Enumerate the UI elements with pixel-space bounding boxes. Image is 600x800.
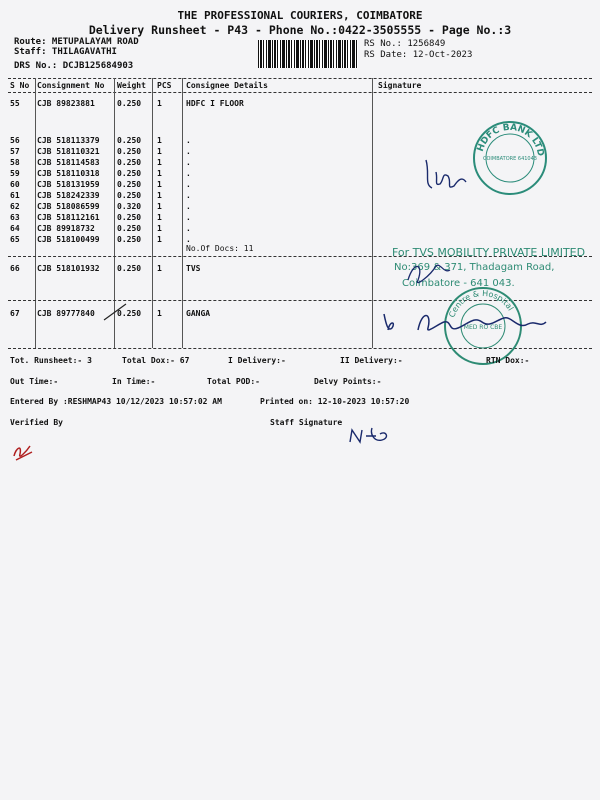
row-pcs: 1 xyxy=(157,213,162,222)
row-weight: 0.250 xyxy=(117,180,142,189)
header-sno: S No xyxy=(10,81,30,90)
row-details: . xyxy=(186,191,191,200)
row-weight: 0.250 xyxy=(117,213,142,222)
table-row xyxy=(0,224,600,235)
barcode xyxy=(258,40,358,68)
row-consignment: CJB 518242339 xyxy=(37,191,100,200)
rs-number: RS No.: 1256849 xyxy=(364,39,446,49)
row-pcs: 1 xyxy=(157,180,162,189)
row-weight: 0.250 xyxy=(117,191,142,200)
row-consignment: CJB 518101932 xyxy=(37,264,100,273)
row-sno: 56 xyxy=(10,136,20,145)
row-weight: 0.250 xyxy=(117,158,142,167)
row-weight: 0.250 xyxy=(117,224,142,233)
rs-date: RS Date: 12-Oct-2023 xyxy=(364,50,473,60)
header-details: Consignee Details xyxy=(186,81,268,90)
tot-runsheet: Tot. Runsheet:- 3 xyxy=(10,356,92,365)
row-weight: 0.250 xyxy=(117,169,142,178)
row-details: HDFC I FLOOR xyxy=(186,99,244,108)
row-consignment: CJB 89777840 xyxy=(37,309,95,318)
row-pcs: 1 xyxy=(157,147,162,156)
row-pcs: 1 xyxy=(157,309,162,318)
row-details: . xyxy=(186,169,191,178)
row-pcs: 1 xyxy=(157,136,162,145)
table-row xyxy=(0,99,600,110)
row-sno: 57 xyxy=(10,147,20,156)
ganga-stamp-ring-text: Centre & Hospital xyxy=(447,288,516,319)
row-weight: 0.250 xyxy=(117,147,142,156)
row-consignment: CJB 518112161 xyxy=(37,213,100,222)
row-consignment: CJB 518100499 xyxy=(37,235,100,244)
ganga-signature xyxy=(378,300,553,345)
drs-number: DRS No.: DCJB125684903 xyxy=(14,61,134,71)
row-pcs: 1 xyxy=(157,191,162,200)
row-consignment: CJB 518114583 xyxy=(37,158,100,167)
tvs-stamp-line3: Coimbatore - 641 043. xyxy=(402,278,515,289)
no-of-docs: No.Of Docs: 11 xyxy=(186,244,254,253)
row-consignment: CJB 518131959 xyxy=(37,180,100,189)
total-pod: Total POD:- xyxy=(207,377,260,386)
row-consignment: CJB 89823881 xyxy=(37,99,95,108)
header-consignment: Consignment No xyxy=(37,81,105,90)
header-weight: Weight xyxy=(117,81,146,90)
row-pcs: 1 xyxy=(157,264,162,273)
ganga-stamp-center-text: MED RO CBE xyxy=(463,324,503,331)
svg-text:HDFC BANK LTD xyxy=(476,123,545,157)
row-details: . xyxy=(186,235,191,244)
hdfc-bank-stamp xyxy=(470,118,550,202)
in-time: In Time:- xyxy=(112,377,156,386)
hdfc-stamp-center-text: COIMBATORE 641043 xyxy=(483,156,537,162)
row-details: . xyxy=(186,213,191,222)
delvy-points: Delvy Points:- xyxy=(314,377,382,386)
row-weight: 0.250 xyxy=(117,99,142,108)
ii-delivery: II Delivery:- xyxy=(340,356,403,365)
hdfc-stamp-ring-text: HDFC BANK LTD xyxy=(475,122,546,158)
staff-signature xyxy=(346,422,396,448)
runsheet-title: Delivery Runsheet - P43 - Phone No.:0422-3505555 - Page No.:3 xyxy=(88,23,512,37)
table-header xyxy=(0,81,600,92)
table-top-rule xyxy=(8,78,592,79)
header-pcs: PCS xyxy=(157,81,172,90)
staff-label: Staff: THILAGAVATHI xyxy=(14,47,117,57)
row-sno: 64 xyxy=(10,224,20,233)
row-details: . xyxy=(186,224,191,233)
row-pcs: 1 xyxy=(157,158,162,167)
rtn-dox: RTN Dox:- xyxy=(486,356,530,365)
row-sno: 55 xyxy=(10,99,20,108)
row-sno: 62 xyxy=(10,202,20,211)
row-sno: 60 xyxy=(10,180,20,189)
row-sno: 66 xyxy=(10,264,20,273)
row-weight: 0.250 xyxy=(117,235,142,244)
row-pcs: 1 xyxy=(157,99,162,108)
table-row xyxy=(0,235,600,246)
tvs-stamp-line2: No:369 & 371, Thadagam Road, xyxy=(394,262,555,273)
row-weight: 0.250 xyxy=(117,264,142,273)
table-row xyxy=(0,202,600,213)
table-row xyxy=(0,213,600,224)
tvs-stamp-line1: For TVS MOBILITY PRIVATE LIMITED xyxy=(392,246,586,259)
row-pcs: 1 xyxy=(157,235,162,244)
company-title: THE PROFESSIONAL COURIERS, COIMBATORE xyxy=(177,9,423,22)
staff-signature-label: Staff Signature xyxy=(270,418,343,427)
row-weight: 0.320 xyxy=(117,202,142,211)
out-time: Out Time:- xyxy=(10,377,59,386)
row-details: GANGA xyxy=(186,309,211,318)
row-consignment: CJB 89918732 xyxy=(37,224,95,233)
row-details: TVS xyxy=(186,264,201,273)
recipient-signature xyxy=(418,150,478,200)
row-details: . xyxy=(186,136,191,145)
row-weight: 0.250 xyxy=(117,136,142,145)
tick-mark xyxy=(100,300,130,325)
row-sno: 67 xyxy=(10,309,20,318)
row-sno: 58 xyxy=(10,158,20,167)
row-sno: 65 xyxy=(10,235,20,244)
row-consignment: CJB 518113379 xyxy=(37,136,100,145)
row-pcs: 1 xyxy=(157,169,162,178)
row-details: . xyxy=(186,180,191,189)
row-sno: 61 xyxy=(10,191,20,200)
row-pcs: 1 xyxy=(157,202,162,211)
header-signature: Signature xyxy=(378,81,422,90)
row-consignment: CJB 518110321 xyxy=(37,147,100,156)
verifier-initials xyxy=(8,436,38,466)
row-details: . xyxy=(186,147,191,156)
row-sno: 63 xyxy=(10,213,20,222)
row-weight: 0.250 xyxy=(117,309,142,318)
row-details: . xyxy=(186,202,191,211)
row-sno: 59 xyxy=(10,169,20,178)
entered-by: Entered By :RESHMAP43 10/12/2023 10:57:02 AM xyxy=(10,397,222,406)
printed-on: Printed on: 12-10-2023 10:57:20 xyxy=(260,397,410,406)
row-details: . xyxy=(186,158,191,167)
row-pcs: 1 xyxy=(157,224,162,233)
row-consignment: CJB 518110318 xyxy=(37,169,100,178)
i-delivery: I Delivery:- xyxy=(228,356,286,365)
total-dox: Total Dox:- 67 xyxy=(122,356,190,365)
verified-by: Verified By xyxy=(10,418,63,427)
table-header-rule xyxy=(8,92,592,93)
route-label: Route: METUPALAYAM ROAD xyxy=(14,37,139,47)
row-consignment: CJB 518086599 xyxy=(37,202,100,211)
